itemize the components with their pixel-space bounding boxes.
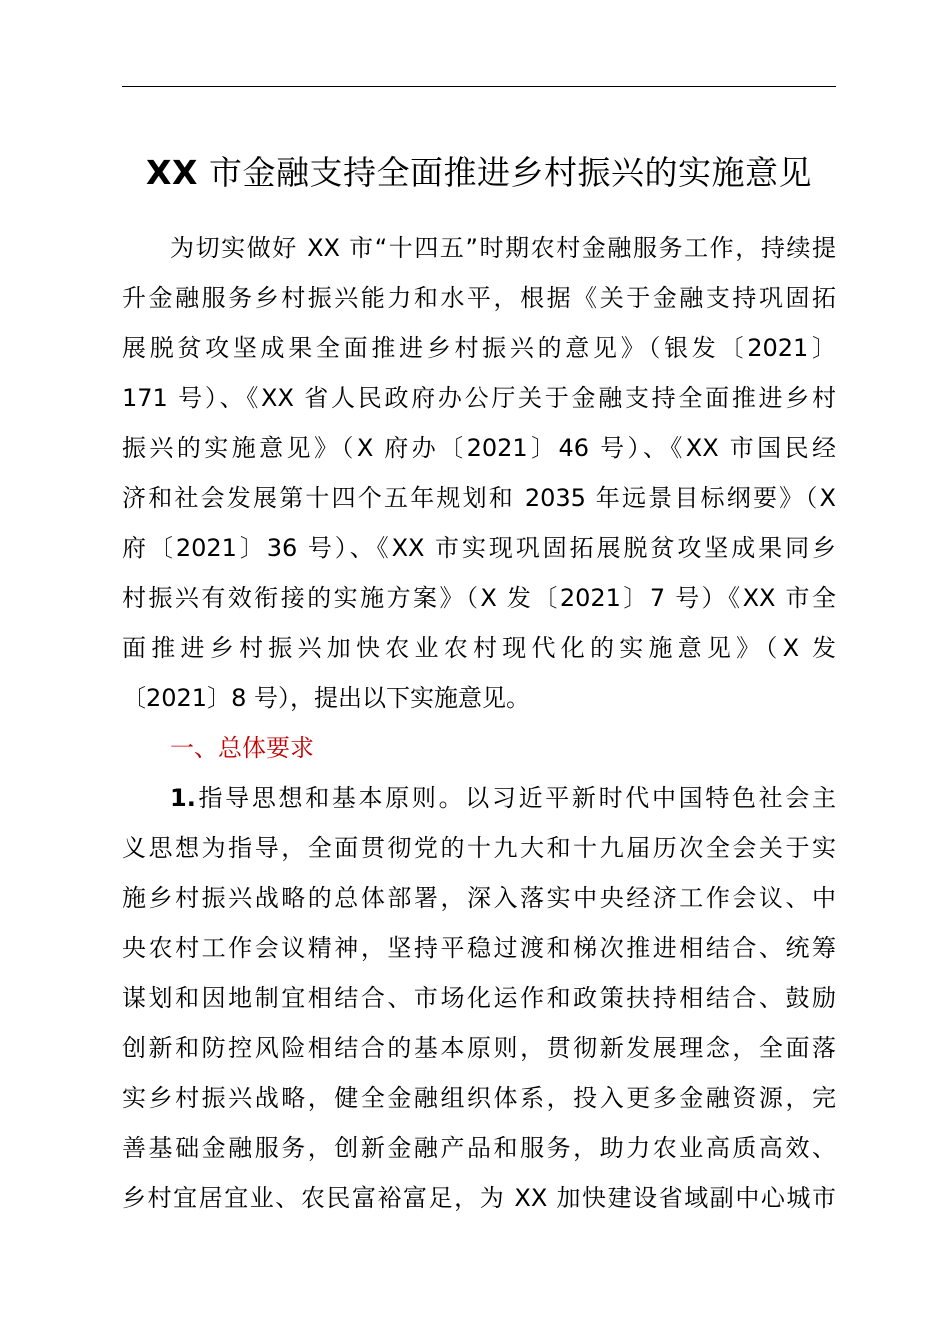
paragraph-line: 展脱贫攻坚成果全面推进乡村振兴的意见》（银发〔2021〕 [122,334,836,362]
title-text: 市金融支持全面推进乡村振兴的实施意见 [208,153,812,192]
paragraph-line: 〔2021〕8 号），提出以下实施意见。 [122,684,530,712]
paragraph-line: 乡村宜居宜业、农民富裕富足，为 XX 加快建设省域副中心城市 [122,1184,836,1212]
item-number: 1. [170,784,196,812]
paragraph-line: 义思想为指导，全面贯彻党的十九大和十九届历次全会关于实 [122,834,836,862]
paragraph-line: 升金融服务乡村振兴能力和水平，根据《关于金融支持巩固拓 [122,284,836,312]
paragraph-line: 府〔2021〕36 号）、《XX 市实现巩固拓展脱贫攻坚成果同乡 [122,534,836,562]
paragraph-line: 村振兴有效衔接的实施方案》（X 发〔2021〕7 号）《XX 市全 [122,584,836,612]
title-prefix: XX [146,153,198,192]
paragraph-line: 面推进乡村振兴加快农业农村现代化的实施意见》（X 发 [122,634,836,662]
paragraph-line: 171 号）、《XX 省人民政府办公厅关于金融支持全面推进乡村 [122,384,836,412]
section-heading: 一、总体要求 [170,734,314,762]
paragraph-line: 央农村工作会议精神，坚持平稳过渡和梯次推进相结合、统筹 [122,934,836,962]
document-body [122,223,836,1223]
paragraph-line: 创新和防控风险相结合的基本原则，贯彻新发展理念，全面落 [122,1034,836,1062]
paragraph-line: 谋划和因地制宜相结合、市场化运作和政策扶持相结合、鼓励 [122,984,836,1012]
paragraph-line: 济和社会发展第十四个五年规划和 2035 年远景目标纲要》（X [122,484,836,512]
item-text: 指导思想和基本原则。以习近平新时代中国特色社会主 [195,784,836,812]
paragraph-line [122,773,836,823]
paragraph-line: 为切实做好 XX 市“十四五”时期农村金融服务工作，持续提 [170,234,836,262]
paragraph-line: 振兴的实施意见》（X 府办〔2021〕46 号）、《XX 市国民经 [122,434,836,462]
document-title [122,148,836,198]
paragraph-line: 善基础金融服务，创新金融产品和服务，助力农业高质高效、 [122,1134,836,1162]
paragraph-line: 实乡村振兴战略，健全金融组织体系，投入更多金融资源，完 [122,1084,836,1112]
paragraph-line: 施乡村振兴战略的总体部署，深入落实中央经济工作会议、中 [122,884,836,912]
header-rule [122,86,836,87]
